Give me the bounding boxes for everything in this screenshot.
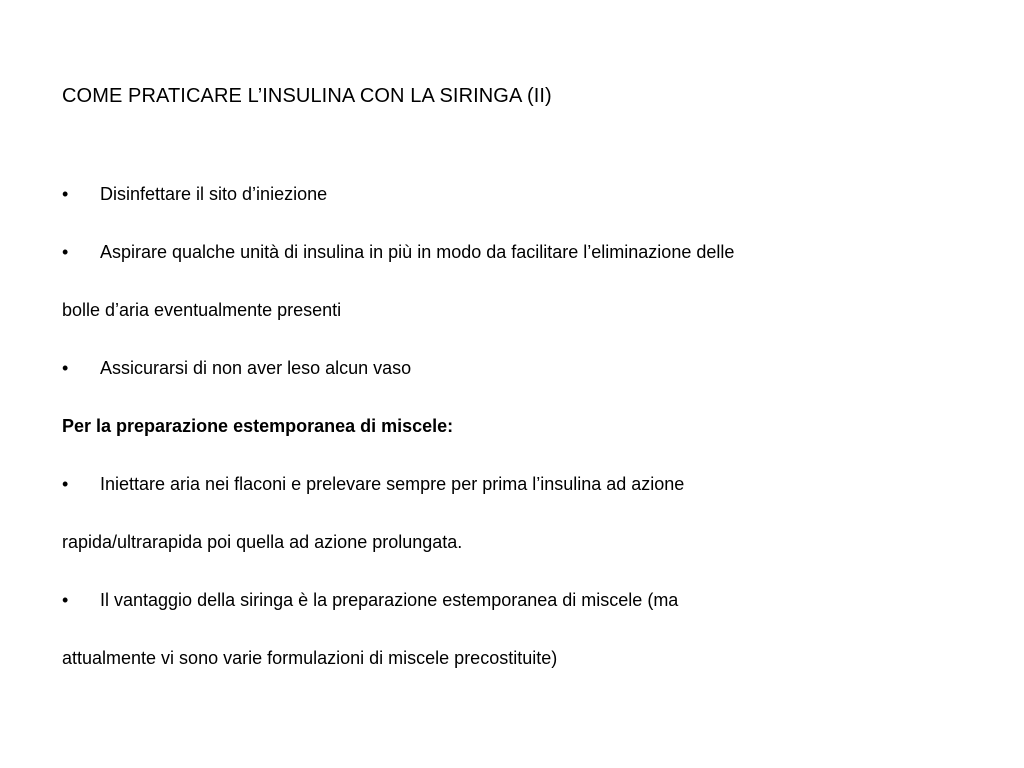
bullet-text: Il vantaggio della siringa è la preparazione estemporanea di miscele (ma (100, 590, 679, 610)
bullet-icon: • (62, 474, 69, 494)
section-heading: Per la preparazione estemporanea di miscele: (62, 416, 454, 436)
bullet-icon: • (62, 358, 69, 378)
bullet-text: Aspirare qualche unità di insulina in più in modo da facilitare l’eliminazione delle (100, 242, 735, 262)
slide-title: COME PRATICARE L’INSULINA CON LA SIRINGA (II) (62, 85, 552, 107)
bullet-icon: • (62, 242, 69, 262)
continuation-text: bolle d’aria eventualmente presenti (62, 300, 342, 320)
bullet-text: Iniettare aria nei flaconi e prelevare sempre per prima l’insulina ad azione (100, 474, 685, 494)
bullet-icon: • (62, 590, 69, 610)
continuation-text: rapida/ultrarapida poi quella ad azione prolungata. (62, 532, 463, 552)
continuation-text: attualmente vi sono varie formulazioni di miscele precostituite) (62, 648, 558, 668)
bullet-icon: • (62, 184, 69, 204)
bullet-text: Disinfettare il sito d’iniezione (100, 184, 328, 204)
bullet-text: Assicurarsi di non aver leso alcun vaso (100, 358, 412, 378)
